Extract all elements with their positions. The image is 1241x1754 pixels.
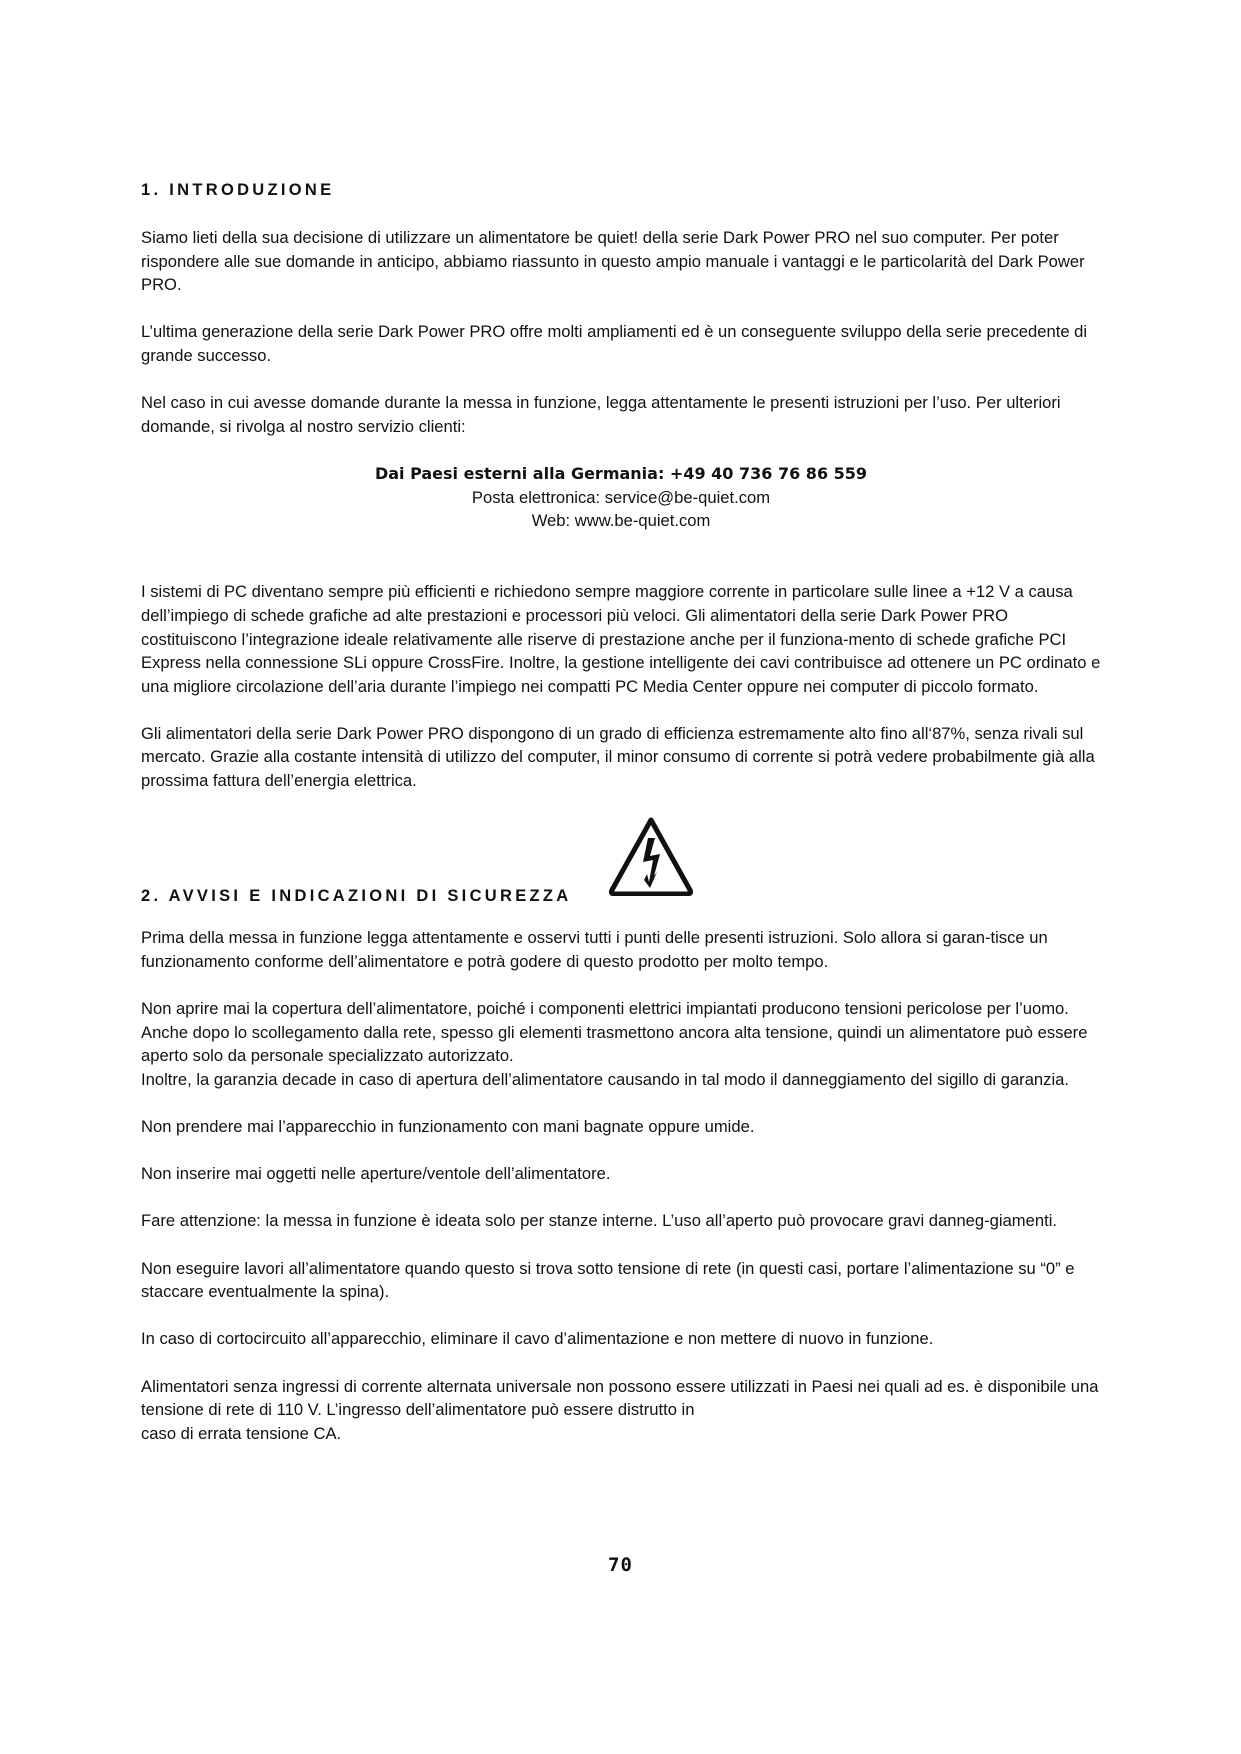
safety-paragraph-9: Alimentatori senza ingressi di corrente alternata universale non possono essere utilizzati in Paesi nei quali ad es. è disponibile una tensione di rete di 110 V. L’ingresso dell’alimentatore può essere distrutto in <box>141 1376 1099 1420</box>
high-voltage-warning-icon <box>608 816 694 896</box>
section-1-heading: 1. INTRODUZIONE <box>141 181 335 199</box>
safety-paragraph-6: Fare attenzione: la messa in funzione è ideata solo per stanze interne. L’uso all’aperto può provocare gravi danneg-giamenti. <box>141 1211 1057 1231</box>
section-2-heading: 2. AVVISI E INDICAZIONI DI SICUREZZA <box>141 887 572 906</box>
safety-paragraph-7: Non eseguire lavori all’alimentatore quando questo si trova sotto tensione di rete (in questi casi, portare l’alimentazione su “0” e staccare eventualmente la spina). <box>141 1258 1075 1302</box>
safety-paragraph-2: Non aprire mai la copertura dell’alimentatore, poiché i componenti elettrici impiantati producono tensioni pericolose per l’uomo. Anche dopo lo scollegamento dalla rete, spesso gli elementi trasmettono ancora alta tensione, quindi un alimentatore può essere aperto solo da personale specializzato autorizzato. <box>141 999 1088 1066</box>
contact-email: Posta elettronica: service@be-quiet.com <box>471 487 771 507</box>
safety-paragraph-8: In caso di cortocircuito all’apparecchio, eliminare il cavo d’alimentazione e non mettere di nuovo in funzione. <box>141 1329 934 1349</box>
safety-paragraph-9-end: caso di errata tensione CA. <box>141 1423 342 1443</box>
page-number: 70 <box>608 1554 633 1576</box>
section-2-header <box>141 816 1101 908</box>
safety-paragraph-1: Prima della messa in funzione legga attentamente e osservi tutti i punti delle presenti istruzioni. Solo allora si garan-tisce un funzionamento conforme dell’alimentatore e potrà godere di questo prodotto per molto tempo. <box>141 928 1048 971</box>
customer-service-contact <box>141 462 1101 533</box>
intro-paragraph-4: I sistemi di PC diventano sempre più efficienti e richiedono sempre maggiore corrente in particolare sulle linee a +12 V a causa dell’impiego di schede grafiche ad alte prestazioni e processori più veloci. Gli alimentatori della serie Dark Power PRO costituiscono l’integrazione ideale relativamente alle riserve di prestazione anche per il funziona-mento di schede grafiche PCI Express nella connessione SLi oppure CrossFire. Inoltre, la gestione intelligente dei cavi contribuisce ad ottenere un PC ordinato e una migliore circolazione dell’aria durante l’impiego nei compatti PC Media Center oppure nei computer di piccolo formato. <box>141 582 1101 696</box>
safety-paragraph-3: Inoltre, la garanzia decade in caso di apertura dell’alimentatore causando in tal modo il danneggiamento del sigillo di garanzia. <box>141 1069 1069 1089</box>
page-content <box>141 178 1101 1445</box>
contact-web: Web: www.be-quiet.com <box>531 511 711 531</box>
spacer <box>141 556 1101 580</box>
intro-paragraph-5: Gli alimentatori della serie Dark Power PRO dispongono di un grado di efficienza estremamente alto fino all‘87%, senza rivali sul mercato. Grazie alla costante intensità di utilizzo del computer, il minor consumo di corrente si potrà vedere probabilmente già alla prossima fattura dell’energia elettrica. <box>141 723 1095 791</box>
intro-paragraph-1: Siamo lieti della sua decisione di utilizzare un alimentatore be quiet! della serie Dark Power PRO nel suo computer. Per poter rispondere alle sue domande in anticipo, abbiamo riassunto in questo ampio manuale i vantaggi e le particolarità del Dark Power PRO. <box>141 228 1085 295</box>
safety-paragraph-5: Non inserire mai oggetti nelle aperture/ventole dell’alimentatore. <box>141 1164 611 1184</box>
intro-paragraph-3: Nel caso in cui avesse domande durante la messa in funzione, legga attentamente le presenti istruzioni per l’uso. Per ulteriori domande, si rivolga al nostro servizio clienti: <box>141 393 1061 436</box>
intro-paragraph-2: L’ultima generazione della serie Dark Power PRO offre molti ampliamenti ed è un conseguente sviluppo della serie precedente di grande successo. <box>141 322 1088 365</box>
safety-paragraph-4: Non prendere mai l’apparecchio in funzionamento con mani bagnate oppure umide. <box>141 1117 755 1136</box>
contact-phone: Dai Paesi esterni alla Germania: +49 40 736 76 86 559 <box>374 463 868 483</box>
